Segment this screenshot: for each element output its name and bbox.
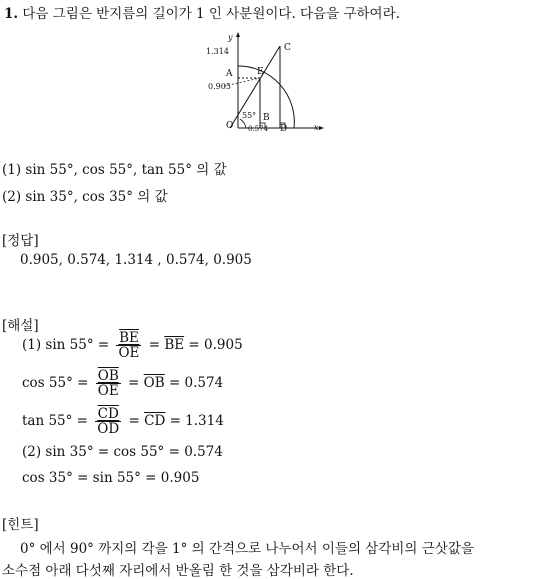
sol1-prefix: (1) sin 55° =	[22, 337, 110, 353]
hint-line-1: 0° 에서 90° 까지의 각을 1° 의 간격으로 나누어서 이들의 삼각비의 근삿값을	[20, 541, 474, 557]
sol3-fraction	[95, 407, 121, 436]
hint-line-2: 소수점 아래 다섯째 자리에서 반올림 한 것을 삼각비라 한다.	[2, 563, 354, 579]
sol2-mid: =	[128, 375, 140, 391]
sol1-ol: $\overline{BE}$	[164, 337, 185, 353]
question-2: (2) sin 35°, cos 35° 의 값	[2, 189, 168, 205]
sol2-ol: $\overline{OB}$	[143, 375, 165, 391]
label-o: O	[226, 121, 234, 131]
problem-statement	[4, 2, 400, 22]
quarter-circle-figure	[200, 28, 330, 136]
solution-line-1	[22, 331, 243, 360]
sol3-tail: = 1.314	[169, 413, 224, 429]
sol1-fraction	[116, 331, 141, 360]
sol2-tail: = 0.574	[168, 375, 224, 391]
sol3-prefix: tan 55° =	[22, 413, 88, 429]
label-angle: 55°	[242, 111, 257, 120]
x-axis-arrow	[319, 126, 324, 130]
solution-line-2	[22, 369, 223, 398]
sol2-prefix: cos 55° =	[22, 375, 89, 391]
y-axis-arrow	[236, 32, 240, 37]
hint-header: [힌트]	[2, 517, 39, 533]
label-d: D	[280, 124, 288, 134]
sol3-den: OD	[97, 421, 120, 437]
label-a: A	[226, 69, 233, 79]
answer-text: 0.905, 0.574, 1.314 , 0.574, 0.905	[20, 252, 252, 268]
solution-line-5: cos 35° = sin 55° = 0.905	[22, 470, 200, 486]
solution-line-4: (2) sin 35° = cos 55° = 0.574	[22, 444, 223, 460]
sol1-num: $\overline{BE}$	[116, 331, 141, 346]
sol2-fraction	[96, 369, 121, 398]
problem-text: 다음 그림은 반지름의 길이가 1 인 사분원이다. 다음을 구하여라.	[22, 6, 400, 22]
label-0574: 0.574	[248, 125, 269, 133]
label-y: y	[228, 33, 233, 42]
sol1-tail: = 0.905	[188, 337, 243, 353]
label-b: B	[263, 113, 270, 123]
answer-header: [정답]	[2, 233, 39, 249]
label-x: x	[314, 123, 319, 132]
label-e: E	[257, 67, 264, 77]
solution-header: [해설]	[2, 318, 39, 334]
label-1314: 1.314	[206, 47, 229, 56]
sol3-mid: =	[128, 413, 140, 429]
angle-arc	[240, 119, 246, 128]
label-c: C	[284, 43, 291, 53]
solution-line-3	[22, 407, 224, 436]
sol2-den: OE	[97, 383, 119, 399]
sol1-den: OE	[118, 345, 140, 361]
label-0905: 0.905	[208, 82, 231, 91]
sol3-ol: $\overline{CD}$	[144, 413, 166, 429]
sol1-mid: =	[148, 337, 161, 353]
problem-number: 1.	[4, 6, 19, 22]
sol2-num: $\overline{OB}$	[97, 368, 119, 384]
question-1: (1) sin 55°, cos 55°, tan 55° 의 값	[2, 162, 227, 178]
sol3-num: $\overline{CD}$	[95, 407, 121, 422]
